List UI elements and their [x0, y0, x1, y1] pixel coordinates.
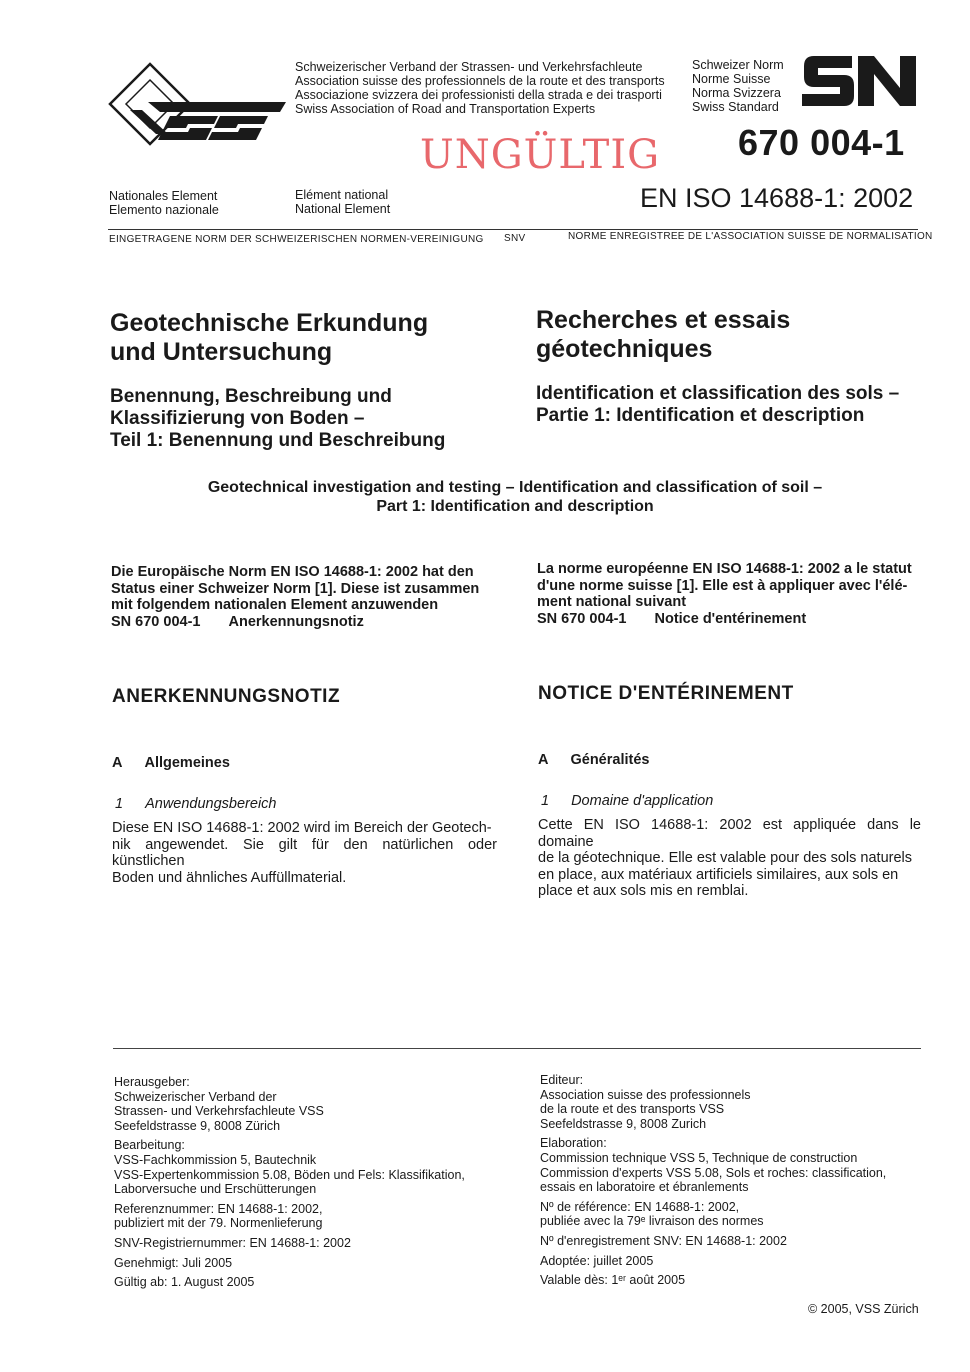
imprint-publisher	[540, 1073, 940, 1131]
status-de-line: mit folgendem nationalen Element anzuwenden	[111, 597, 439, 613]
title-de-line2: und Untersuchung	[110, 338, 333, 366]
body-line: Cette EN ISO 14688-1: 2002 est appliquée dans le domaine	[538, 817, 921, 850]
status-de-reference	[111, 614, 497, 631]
imprint-line: Commission technique VSS 5, Technique de construction	[540, 1150, 858, 1165]
imprint-line: Editeur:	[540, 1073, 584, 1087]
imprint-line: Seefeldstrasse 9, 8008 Zurich	[540, 1116, 707, 1131]
document-number: 670 004-1	[738, 122, 905, 163]
imprint-line: Elaboration:	[540, 1136, 607, 1151]
section-title: Généralités	[570, 752, 650, 768]
national-element-de: Nationales Element	[109, 189, 218, 203]
title-fr-line1: Recherches et essais	[536, 306, 791, 334]
imprint-reference	[540, 1200, 940, 1229]
subsection-1-fr	[541, 793, 713, 809]
imprint-fr	[540, 1073, 940, 1293]
imprint-editing	[114, 1138, 514, 1196]
association-line-en: Swiss Association of Road and Transportation Experts	[295, 102, 596, 116]
sn-name-en: Swiss Standard	[692, 100, 779, 114]
copyright: © 2005, VSS Zürich	[808, 1302, 919, 1316]
imprint-de	[114, 1075, 514, 1295]
imprint-line: Nº de référence: EN 14688-1: 2002,	[540, 1199, 740, 1214]
reference-label: Anerkennungsnotiz	[228, 613, 364, 630]
title-de	[110, 309, 428, 367]
subsection-number: 1	[541, 793, 550, 809]
scope-text-de	[112, 820, 497, 886]
status-de-line: Status einer Schweizer Norm [1]. Diese ist zusammen	[111, 580, 480, 597]
imprint-line: de la route et des transports VSS	[540, 1102, 725, 1117]
status-fr-line: La norme européenne EN ISO 14688-1: 2002 a le statut	[537, 561, 912, 577]
section-letter: A	[112, 755, 123, 771]
status-de	[111, 564, 497, 630]
vss-logo	[108, 60, 288, 153]
imprint-line: Commission d'experts VSS 5.08, Sols et roches: classification,	[540, 1165, 887, 1180]
imprint-approved: Genehmigt: Juli 2005	[114, 1255, 233, 1270]
imprint-reference	[114, 1202, 514, 1231]
association-line-de: Schweizerischer Verband der Strassen- und Verkehrsfachleute	[295, 60, 643, 74]
section-title: Allgemeines	[144, 755, 230, 771]
association-line-it: Associazione svizzera dei professionisti della strada e dei trasporti	[295, 88, 662, 102]
title-en-line2: Part 1: Identification and description	[376, 498, 654, 515]
imprint-line: Association suisse des professionnels	[540, 1087, 751, 1102]
subtitle-fr-line2: Partie 1: Identification et description	[536, 405, 865, 426]
imprint-valid-from: Valable dès: 1ᵉʳ août 2005	[540, 1273, 686, 1288]
subtitle-fr	[536, 383, 899, 427]
register-note-fr: NORME ENREGISTREE DE L'ASSOCIATION SUISSE DE NORMALISATION	[568, 231, 933, 242]
reference-number: SN 670 004-1	[111, 613, 201, 630]
body-line: nik angewendet. Sie gilt für den natürlichen oder künstlichen	[112, 836, 497, 869]
status-de-line: Die Europäische Norm EN ISO 14688-1: 2002 hat den	[111, 564, 474, 580]
subtitle-de	[110, 386, 445, 452]
reference-number: SN 670 004-1	[537, 610, 627, 627]
reference-label: Notice d'entérinement	[654, 610, 807, 627]
scope-text-fr	[538, 817, 921, 900]
subsection-title: Anwendungsbereich	[145, 796, 277, 812]
sn-logo	[800, 52, 918, 115]
imprint-line: VSS-Fachkommission 5, Bautechnik	[114, 1152, 317, 1167]
body-line: Boden und ähnliches Auffüllmaterial.	[112, 869, 347, 886]
body-line: en place, aux matériaux artificiels similaires, aux sols en	[538, 866, 899, 883]
subtitle-fr-line1: Identification et classification des sols –	[536, 383, 900, 404]
subtitle-de-line2: Klassifizierung von Boden –	[110, 408, 365, 429]
status-fr-line: d'une norme suisse [1]. Elle est à appliquer avec l'élé-	[537, 577, 908, 594]
status-fr	[537, 561, 923, 627]
footer-rule	[113, 1048, 921, 1049]
sn-name-it: Norma Svizzera	[692, 86, 781, 100]
imprint-line: publiée avec la 79ᵉ livraison des normes	[540, 1214, 764, 1229]
association-names	[295, 60, 665, 116]
imprint-registration: SNV-Registriernummer: EN 14688-1: 2002	[114, 1235, 351, 1250]
body-line: Diese EN ISO 14688-1: 2002 wird im Bereich der Geotech-	[112, 820, 492, 836]
section-letter: A	[538, 752, 549, 768]
notice-heading-de: ANERKENNUNGSNOTIZ	[112, 686, 341, 707]
title-en-line1: Geotechnical investigation and testing – Identification and classification of soil –	[207, 479, 823, 496]
header-rule	[108, 229, 918, 230]
invalid-stamp: UNGÜLTIG	[420, 132, 661, 178]
national-element-left	[109, 189, 219, 217]
sn-name-de: Schweizer Norm	[692, 58, 784, 72]
register-note-de: EINGETRAGENE NORM DER SCHWEIZERISCHEN NORMEN-VEREINIGUNG	[109, 234, 484, 245]
sn-name-fr: Norme Suisse	[692, 72, 771, 86]
imprint-line: Laborversuche und Erschütterungen	[114, 1182, 317, 1197]
national-element-fr: Elément national	[295, 188, 389, 202]
imprint-valid-from: Gültig ab: 1. August 2005	[114, 1275, 255, 1290]
imprint-line: Seefeldstrasse 9, 8008 Zürich	[114, 1118, 281, 1133]
title-de-line1: Geotechnische Erkundung	[110, 309, 429, 337]
register-note-snv: SNV	[504, 233, 526, 244]
national-element-en: National Element	[295, 202, 391, 216]
association-line-fr: Association suisse des professionnels de la route et des transports	[295, 74, 665, 88]
imprint-line: Bearbeitung:	[114, 1138, 185, 1153]
title-fr-line2: géotechniques	[536, 335, 713, 363]
imprint-line: Schweizerischer Verband der	[114, 1089, 277, 1104]
imprint-editing	[540, 1136, 940, 1194]
imprint-publisher	[114, 1075, 514, 1133]
national-element-right	[295, 188, 390, 216]
title-en	[100, 478, 930, 516]
section-a-fr	[538, 752, 649, 768]
subsection-1-de	[115, 796, 276, 812]
imprint-line: VSS-Expertenkommission 5.08, Böden und Fels: Klassifikation,	[114, 1167, 465, 1182]
body-line: place et aux sols mis en remblai.	[538, 883, 749, 899]
section-a-de	[112, 755, 230, 771]
subtitle-de-line1: Benennung, Beschreibung und	[110, 386, 392, 407]
title-fr	[536, 306, 790, 364]
imprint-line: Strassen- und Verkehrsfachleute VSS	[114, 1104, 324, 1119]
imprint-approved: Adoptée: juillet 2005	[540, 1253, 654, 1268]
status-fr-line: ment national suivant	[537, 594, 687, 610]
notice-heading-fr: NOTICE D'ENTÉRINEMENT	[538, 683, 794, 704]
national-element-it: Elemento nazionale	[109, 203, 219, 217]
subsection-number: 1	[115, 796, 124, 812]
imprint-line: publiziert mit der 79. Normenlieferung	[114, 1216, 323, 1231]
imprint-line: essais en laboratoire et ébranlements	[540, 1180, 749, 1195]
status-fr-reference	[537, 611, 923, 628]
subsection-title: Domaine d'application	[571, 793, 714, 809]
body-line: de la géotechnique. Elle est valable pour des sols naturels	[538, 850, 913, 866]
imprint-registration: Nº d'enregistrement SNV: EN 14688-1: 2002	[540, 1233, 787, 1248]
subtitle-de-line3: Teil 1: Benennung und Beschreibung	[110, 430, 446, 451]
sn-names	[692, 58, 784, 114]
standard-reference: EN ISO 14688-1: 2002	[640, 183, 914, 213]
imprint-line: Herausgeber:	[114, 1075, 190, 1089]
imprint-line: Referenznummer: EN 14688-1: 2002,	[114, 1201, 323, 1216]
